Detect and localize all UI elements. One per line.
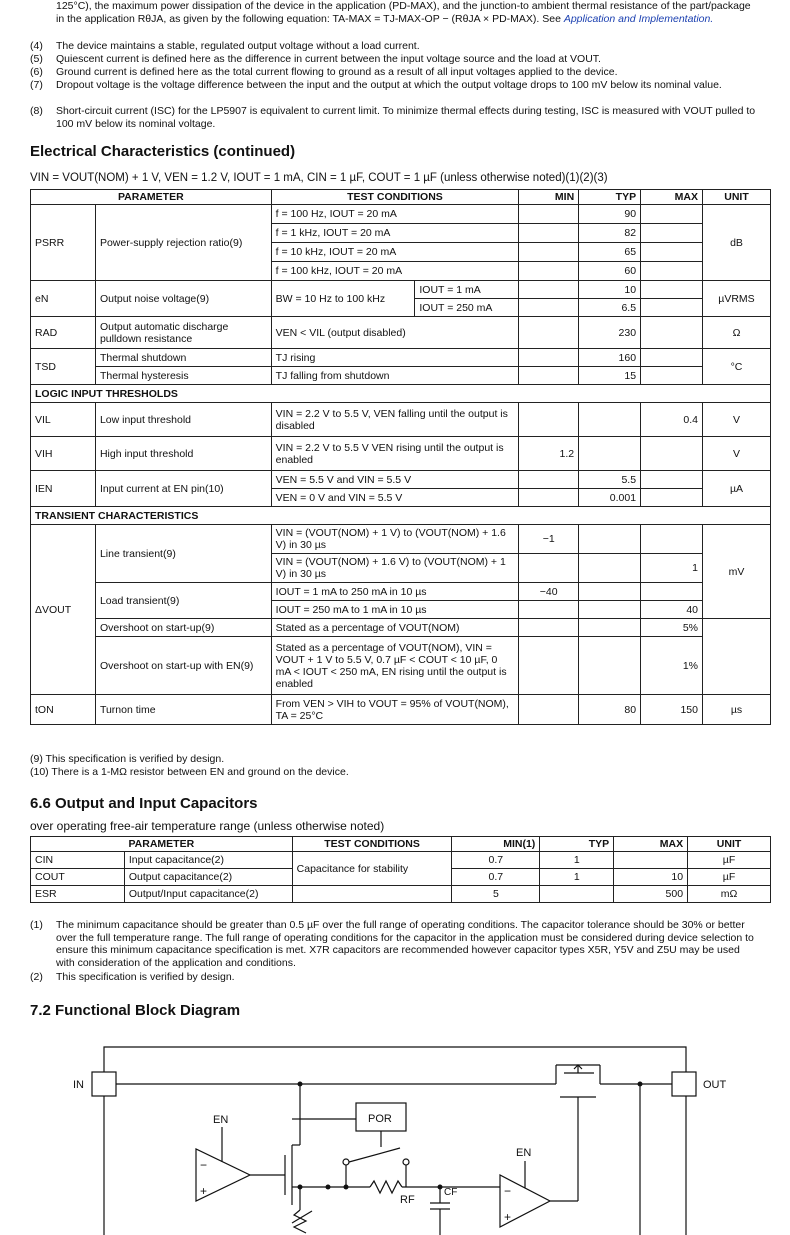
- svg-text:+: +: [200, 1184, 208, 1198]
- test-condition: f = 10 kHz, IOUT = 20 mA: [271, 243, 519, 262]
- en-label-2: EN: [516, 1147, 532, 1159]
- max-value: 40: [641, 601, 703, 619]
- test-condition: BW = 10 Hz to 100 kHz: [271, 281, 415, 317]
- test-condition: VIN = (VOUT(NOM) + 1.6 V) to (VOUT(NOM) + 1 V) in 30 µs: [271, 554, 519, 583]
- rf-label: RF: [400, 1194, 415, 1206]
- header-min: MIN: [519, 190, 579, 205]
- min-value: 1.2: [519, 437, 579, 471]
- footnote-6: (6) Ground current is defined here as the total current flowing to ground as a result of all input voltages applied to the device.: [30, 66, 618, 78]
- max-value: 5%: [641, 619, 703, 637]
- caps-subtitle: over operating free-air temperature range (unless otherwise noted): [30, 819, 385, 833]
- out-pin: [672, 1072, 696, 1096]
- param-symbol: PSRR: [31, 205, 96, 281]
- section-row: [31, 385, 771, 403]
- header-max: MAX: [614, 837, 688, 852]
- header-typ: TYP: [579, 190, 641, 205]
- param-name: Output automatic discharge pulldown resistance: [95, 317, 271, 349]
- table-header-row: [31, 190, 771, 205]
- param-name: Input current at EN pin(10): [95, 471, 271, 507]
- typ-value: 5.5: [579, 471, 641, 489]
- diagram-section-title: 7.2 Functional Block Diagram: [30, 1002, 241, 1019]
- device-outline: [104, 1047, 686, 1235]
- unit-cell: µs: [703, 695, 771, 725]
- max-value: 0.4: [641, 403, 703, 437]
- param-name: Line transient(9): [95, 525, 271, 583]
- test-condition: From VEN > VIH to VOUT = 95% of VOUT(NOM), TA = 25°C: [271, 695, 519, 725]
- unit-cell: Ω: [703, 317, 771, 349]
- param-symbol: VIL: [31, 403, 96, 437]
- test-condition: VIN = 2.2 V to 5.5 V VEN rising until the output is enabled: [271, 437, 519, 471]
- max-value: 150: [641, 695, 703, 725]
- svg-text:−: −: [504, 1184, 512, 1198]
- param-symbol: COUT: [31, 869, 125, 886]
- table-row: [31, 525, 771, 554]
- typ-value: 60: [579, 262, 641, 281]
- typ-value: 82: [579, 224, 641, 243]
- test-condition: Stated as a percentage of VOUT(NOM), VIN = VOUT + 1 V to 5.5 V, 0.7 µF < COUT < 10 µF, 0 mA < IOUT < 250 mA, EN rising until the output is enabled: [271, 637, 519, 695]
- test-condition: Capacitance for stability: [292, 852, 452, 886]
- test-condition: Stated as a percentage of VOUT(NOM): [271, 619, 519, 637]
- caps-footnote-1: (1) The minimum capacitance should be greater than 0.5 µF over the full range of operating conditions. The capacitor tolerance should be 30% or better over the full temperature range. The full range of operating conditions for the capacitor in the application must be considered during device selection to ensure this minimum capacitance specification is met. X7R capacitors are recommended however capacitor types X5R, Y5V and Z5U may be used with consideration of the application and conditions.: [30, 919, 754, 969]
- max-value: [614, 852, 688, 869]
- param-symbol: ESR: [31, 886, 125, 903]
- table-row: [31, 281, 771, 299]
- caps-section-title: 6.6 Output and Input Capacitors: [30, 795, 258, 812]
- header-test-conditions: TEST CONDITIONS: [292, 837, 452, 852]
- table-row: [31, 619, 771, 637]
- test-condition: IOUT = 1 mA: [415, 281, 519, 299]
- ec-section-title: Electrical Characteristics (continued): [30, 143, 296, 160]
- typ-value: 0.001: [579, 489, 641, 507]
- min-value: −40: [519, 583, 579, 601]
- functional-block-diagram: [0, 1035, 790, 1235]
- test-condition: VIN = (VOUT(NOM) + 1 V) to (VOUT(NOM) + 1.6 V) in 30 µs: [271, 525, 519, 554]
- param-name: Load transient(9): [95, 583, 271, 619]
- header-unit: UNIT: [688, 837, 771, 852]
- section-row: [31, 507, 771, 525]
- param-name: Turnon time: [95, 695, 271, 725]
- test-condition: VEN = 5.5 V and VIN = 5.5 V: [271, 471, 519, 489]
- caps-footnote-2: (2) This specification is verified by design.: [30, 971, 235, 983]
- cf-label: CF: [444, 1187, 458, 1198]
- out-label: OUT: [703, 1079, 727, 1091]
- capacitors-table: [30, 836, 771, 903]
- unit-cell: µF: [688, 852, 771, 869]
- test-condition: IOUT = 250 mA to 1 mA in 10 µs: [271, 601, 519, 619]
- param-symbol: TSD: [31, 349, 96, 385]
- unit-cell: dB: [703, 205, 771, 281]
- electrical-characteristics-table: [30, 189, 771, 725]
- table-row: [31, 403, 771, 437]
- max-value: 1%: [641, 637, 703, 695]
- test-condition: f = 100 Hz, IOUT = 20 mA: [271, 205, 519, 224]
- footnote-10: (10) There is a 1-MΩ resistor between EN and ground on the device.: [30, 766, 349, 778]
- typ-value: 90: [579, 205, 641, 224]
- param-name: Low input threshold: [95, 403, 271, 437]
- max-value: 1: [641, 554, 703, 583]
- param-symbol: ΔVOUT: [31, 525, 96, 695]
- test-condition: IOUT = 250 mA: [415, 299, 519, 317]
- application-link[interactable]: Application and Implementation.: [563, 12, 714, 25]
- param-symbol: VIH: [31, 437, 96, 471]
- typ-value: 6.5: [579, 299, 641, 317]
- table-row: [31, 205, 771, 224]
- test-condition: IOUT = 1 mA to 250 mA in 10 µs: [271, 583, 519, 601]
- svg-text:−: −: [200, 1158, 208, 1172]
- max-value: 500: [614, 886, 688, 903]
- test-condition: TJ falling from shutdown: [271, 367, 519, 385]
- param-name: Output noise voltage(9): [95, 281, 271, 317]
- footnote-3-text: 125°C), the maximum power dissipation of the device in the application (PD-MAX), and the junction-to ambient thermal resistance of the part/package in the application RθJA, as given by the following equation: TA-MAX = TJ-MAX-OP − (RθJA × PD-MAX). See: [56, 0, 751, 25]
- table-row: [31, 583, 771, 601]
- footnote-9: (9) This specification is verified by design.: [30, 753, 225, 765]
- header-typ: TYP: [540, 837, 614, 852]
- footnote-3-continued: [30, 0, 760, 25]
- min-value: 0.7: [452, 852, 540, 869]
- test-condition: VIN = 2.2 V to 5.5 V, VEN falling until the output is disabled: [271, 403, 519, 437]
- unit-cell: °C: [703, 349, 771, 385]
- test-condition: VEN = 0 V and VIN = 5.5 V: [271, 489, 519, 507]
- section-transient-title: TRANSIENT CHARACTERISTICS: [31, 507, 771, 525]
- in-pin: [92, 1072, 116, 1096]
- test-condition: TJ rising: [271, 349, 519, 367]
- header-test-conditions: TEST CONDITIONS: [271, 190, 519, 205]
- typ-value: 65: [579, 243, 641, 262]
- typ-value: 10: [579, 281, 641, 299]
- table-row: [31, 471, 771, 489]
- svg-text:+: +: [504, 1210, 512, 1224]
- table-header-row: [31, 837, 771, 852]
- footnote-4: (4) The device maintains a stable, regulated output voltage without a load current.: [30, 40, 420, 52]
- header-parameter: PARAMETER: [31, 837, 293, 852]
- typ-value: 230: [579, 317, 641, 349]
- header-min: MIN(1): [452, 837, 540, 852]
- typ-value: 15: [579, 367, 641, 385]
- typ-value: 1: [540, 869, 614, 886]
- por-label: POR: [368, 1113, 392, 1125]
- section-logic-title: LOGIC INPUT THRESHOLDS: [31, 385, 771, 403]
- param-name: High input threshold: [95, 437, 271, 471]
- min-value: 5: [452, 886, 540, 903]
- unit-cell: µA: [703, 471, 771, 507]
- param-name: Thermal shutdown: [95, 349, 271, 367]
- param-symbol: CIN: [31, 852, 125, 869]
- typ-value: [540, 886, 614, 903]
- param-symbol: tON: [31, 695, 96, 725]
- param-name: Overshoot on start-up(9): [95, 619, 271, 637]
- test-condition: VEN < VIL (output disabled): [271, 317, 519, 349]
- unit-cell: V: [703, 403, 771, 437]
- in-label: IN: [73, 1079, 84, 1091]
- typ-value: 160: [579, 349, 641, 367]
- param-name: Overshoot on start-up with EN(9): [95, 637, 271, 695]
- max-value: 10: [614, 869, 688, 886]
- table-row: [31, 317, 771, 349]
- table-row: [31, 349, 771, 367]
- table-row: [31, 437, 771, 471]
- en-label-1: EN: [213, 1114, 229, 1126]
- param-symbol: eN: [31, 281, 96, 317]
- param-name: Input capacitance(2): [124, 852, 292, 869]
- table-row: [31, 367, 771, 385]
- table-row: [31, 695, 771, 725]
- footnote-5: (5) Quiescent current is defined here as the difference in current between the input voltage source and the load at VOUT.: [30, 53, 601, 65]
- unit-cell: µVRMS: [703, 281, 771, 317]
- param-name: Output capacitance(2): [124, 869, 292, 886]
- param-name: Output/Input capacitance(2): [124, 886, 292, 903]
- ec-conditions: VIN = VOUT(NOM) + 1 V, VEN = 1.2 V, IOUT = 1 mA, CIN = 1 µF, COUT = 1 µF (unless otherwise noted)(1)(2)(3): [30, 172, 608, 184]
- unit-cell: µF: [688, 869, 771, 886]
- test-condition: f = 1 kHz, IOUT = 20 mA: [271, 224, 519, 243]
- min-value: 0.7: [452, 869, 540, 886]
- header-max: MAX: [641, 190, 703, 205]
- header-unit: UNIT: [703, 190, 771, 205]
- table-row: [31, 852, 771, 869]
- footnote-8: (8) Short-circuit current (ISC) for the LP5907 is equivalent to current limit. To minimize thermal effects during testing, ISC is measured with VOUT pulled to 100 mV below its nominal voltage.: [30, 105, 756, 130]
- unit-cell: mΩ: [688, 886, 771, 903]
- table-row: [31, 637, 771, 695]
- min-value: −1: [519, 525, 579, 554]
- param-name: Thermal hysteresis: [95, 367, 271, 385]
- param-symbol: IEN: [31, 471, 96, 507]
- footnote-7: (7) Dropout voltage is the voltage difference between the input and the output at which the output voltage drops to 100 mV below its nominal value.: [30, 79, 722, 91]
- table-row: [31, 886, 771, 903]
- param-symbol: RAD: [31, 317, 96, 349]
- test-condition: f = 100 kHz, IOUT = 20 mA: [271, 262, 519, 281]
- typ-value: 1: [540, 852, 614, 869]
- param-name: Power-supply rejection ratio(9): [95, 205, 271, 281]
- unit-cell: mV: [703, 525, 771, 619]
- typ-value: 80: [579, 695, 641, 725]
- header-parameter: PARAMETER: [31, 190, 272, 205]
- unit-cell: V: [703, 437, 771, 471]
